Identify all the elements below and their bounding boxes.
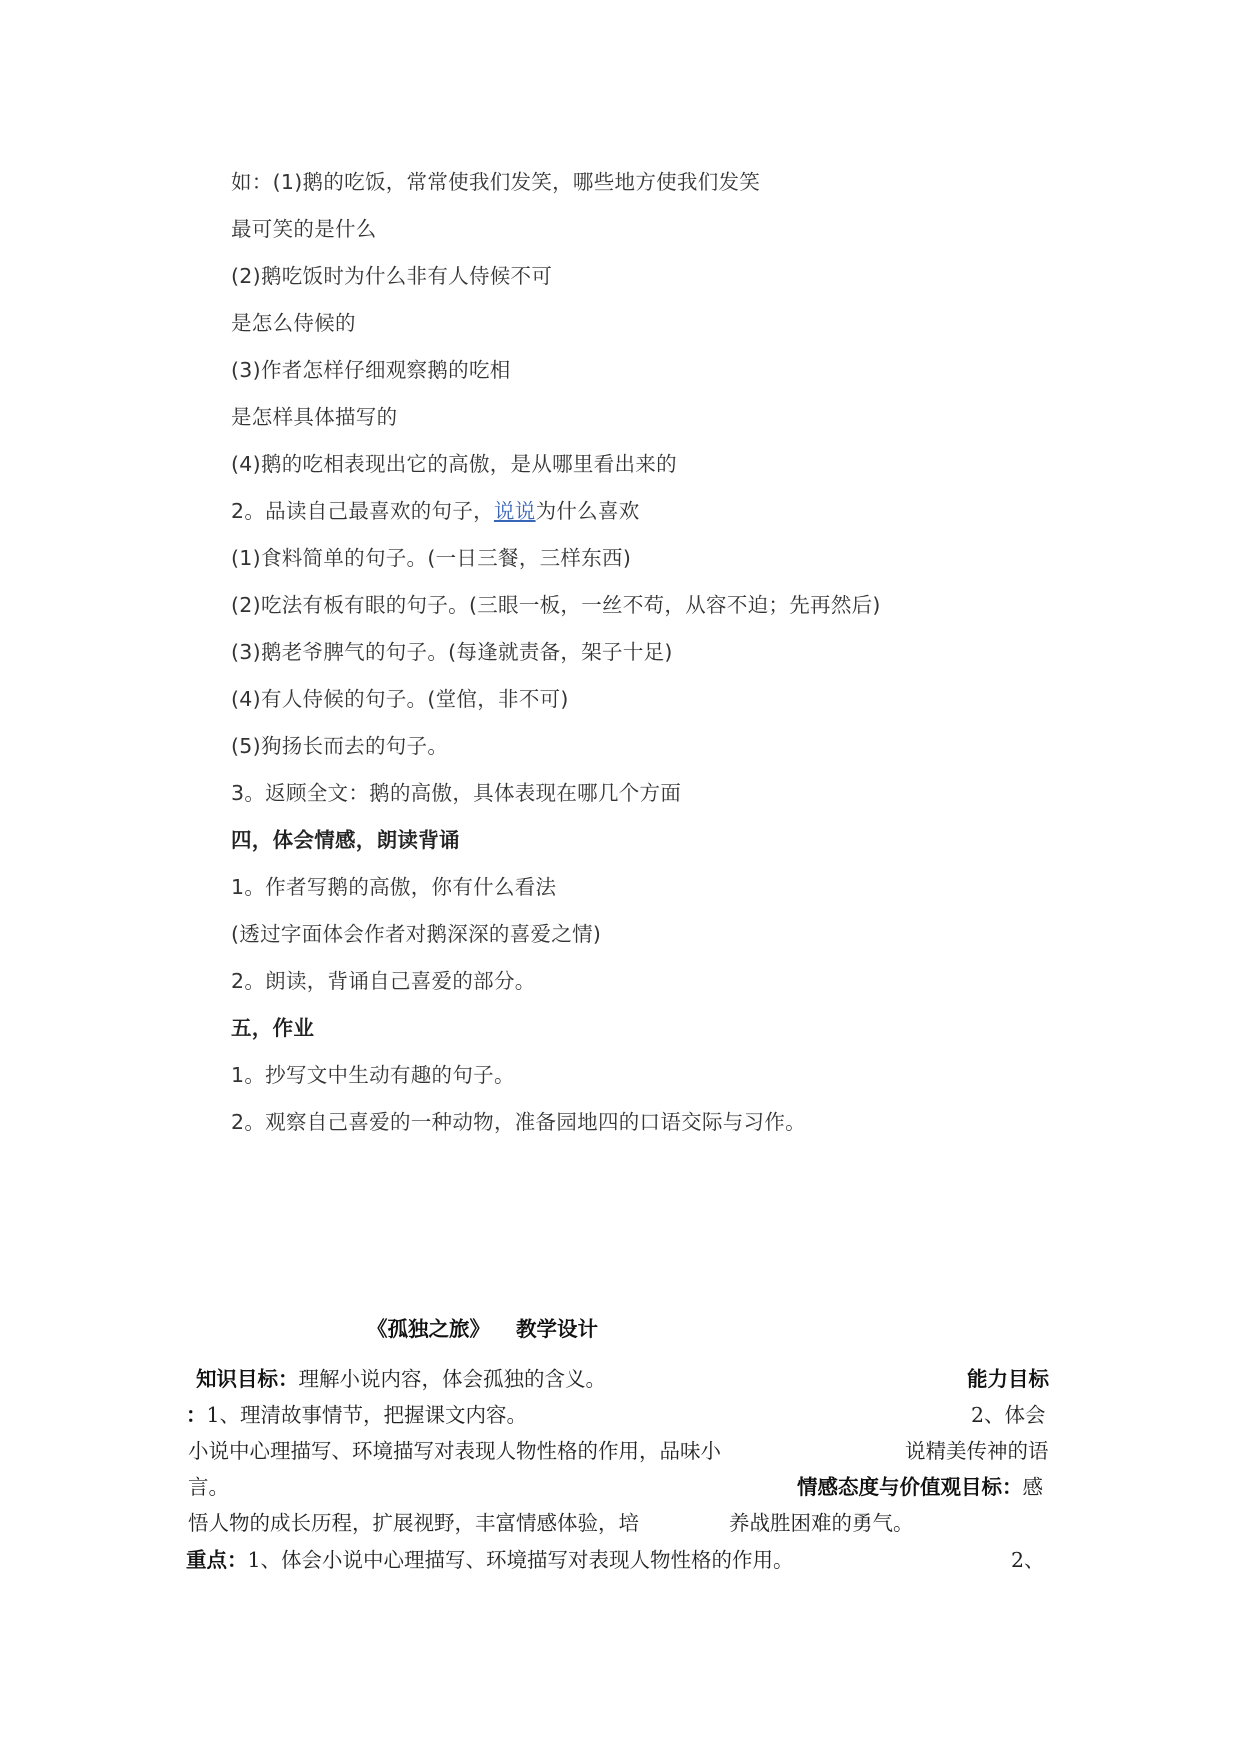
list-item: 3。返顾全文：鹅的高傲，具体表现在哪几个方面 <box>231 781 682 805</box>
shuoshuo-link[interactable]: 说说 <box>493 499 536 523</box>
knowledge-label: 知识目标： <box>196 1367 299 1391</box>
text-line: (3)作者怎样仔细观察鹅的吃相 <box>231 358 511 382</box>
text-line: 如：(1)鹅的吃饭，常常使我们发笑，哪些地方使我们发笑 <box>231 170 761 194</box>
ability-text-4: 言。 <box>188 1475 229 1499</box>
lesson-title-rest: 教学设计 <box>516 1317 598 1341</box>
text-line: 1。抄写文中生动有趣的句子。 <box>231 1063 515 1087</box>
ability-text-2: 小说中心理描写、环境描写对表现人物性格的作用，品味小 <box>188 1439 721 1463</box>
section-5-heading: 五，作业 <box>231 1016 315 1040</box>
text-line: 2。朗读，背诵自己喜爱的部分。 <box>231 969 536 993</box>
emotion-goal-start <box>797 1473 1043 1501</box>
emotion-text-2: 悟人物的成长历程，扩展视野，丰富情感体验，培 <box>188 1511 639 1535</box>
key-text: 1、体会小说中心理描写、环境描写对表现人物性格的作用。 <box>247 1548 794 1572</box>
text-line: 最可笑的是什么 <box>231 217 377 241</box>
lesson-title <box>367 1312 598 1342</box>
emotion-text-3: 养战胜困难的勇气。 <box>729 1511 914 1535</box>
knowledge-text: 理解小说内容，体会孤独的含义。 <box>298 1367 606 1391</box>
key-num-2: 2、 <box>1011 1548 1045 1572</box>
text-line: 是怎么侍候的 <box>231 311 356 335</box>
list-item: (1)食料简单的句子。(一日三餐，三样东西) <box>231 546 632 570</box>
text-line: (2)鹅吃饭时为什么非有人侍候不可 <box>231 264 553 288</box>
key-point-line <box>186 1546 794 1574</box>
ability-num-2: 2、体会 <box>971 1403 1046 1427</box>
question-2-prefix: 2。品读自己最喜欢的句子， <box>231 499 494 523</box>
emotion-label: 情感态度与价值观目标： <box>797 1475 1023 1499</box>
question-2-line <box>231 497 640 525</box>
text-line: (透过字面体会作者对鹅深深的喜爱之情) <box>231 922 602 946</box>
knowledge-goal <box>196 1365 606 1393</box>
ability-text-3: 说精美传神的语 <box>905 1439 1049 1463</box>
text-line: 1。作者写鹅的高傲，你有什么看法 <box>231 875 557 899</box>
ability-label: 能力目标 <box>967 1367 1049 1391</box>
list-item: (3)鹅老爷脾气的句子。(每逢就责备，架子十足) <box>231 640 673 664</box>
list-item: (2)吃法有板有眼的句子。(三眼一板，一丝不苟，从容不迫；先再然后) <box>231 593 881 617</box>
ability-line-1 <box>186 1401 527 1429</box>
ability-text-1: 1、理清故事情节，把握课文内容。 <box>206 1403 528 1427</box>
key-label: 重点： <box>186 1548 248 1572</box>
section-4-heading: 四，体会情感，朗读背诵 <box>231 828 460 852</box>
emotion-text-1: 感 <box>1022 1475 1043 1499</box>
text-line: 是怎样具体描写的 <box>231 405 398 429</box>
text-line: 2。观察自己喜爱的一种动物，准备园地四的口语交际与习作。 <box>231 1110 806 1134</box>
text-line: (4)鹅的吃相表现出它的高傲，是从哪里看出来的 <box>231 452 677 476</box>
ability-label-line <box>967 1365 1049 1393</box>
ability-colon: ： <box>186 1403 207 1427</box>
list-item: (4)有人侍候的句子。(堂倌，非不可) <box>231 687 569 711</box>
question-2-suffix: 为什么喜欢 <box>535 499 640 523</box>
lesson-title-book: 《孤独之旅》 <box>367 1317 490 1341</box>
list-item: (5)狗扬长而去的句子。 <box>231 734 449 758</box>
